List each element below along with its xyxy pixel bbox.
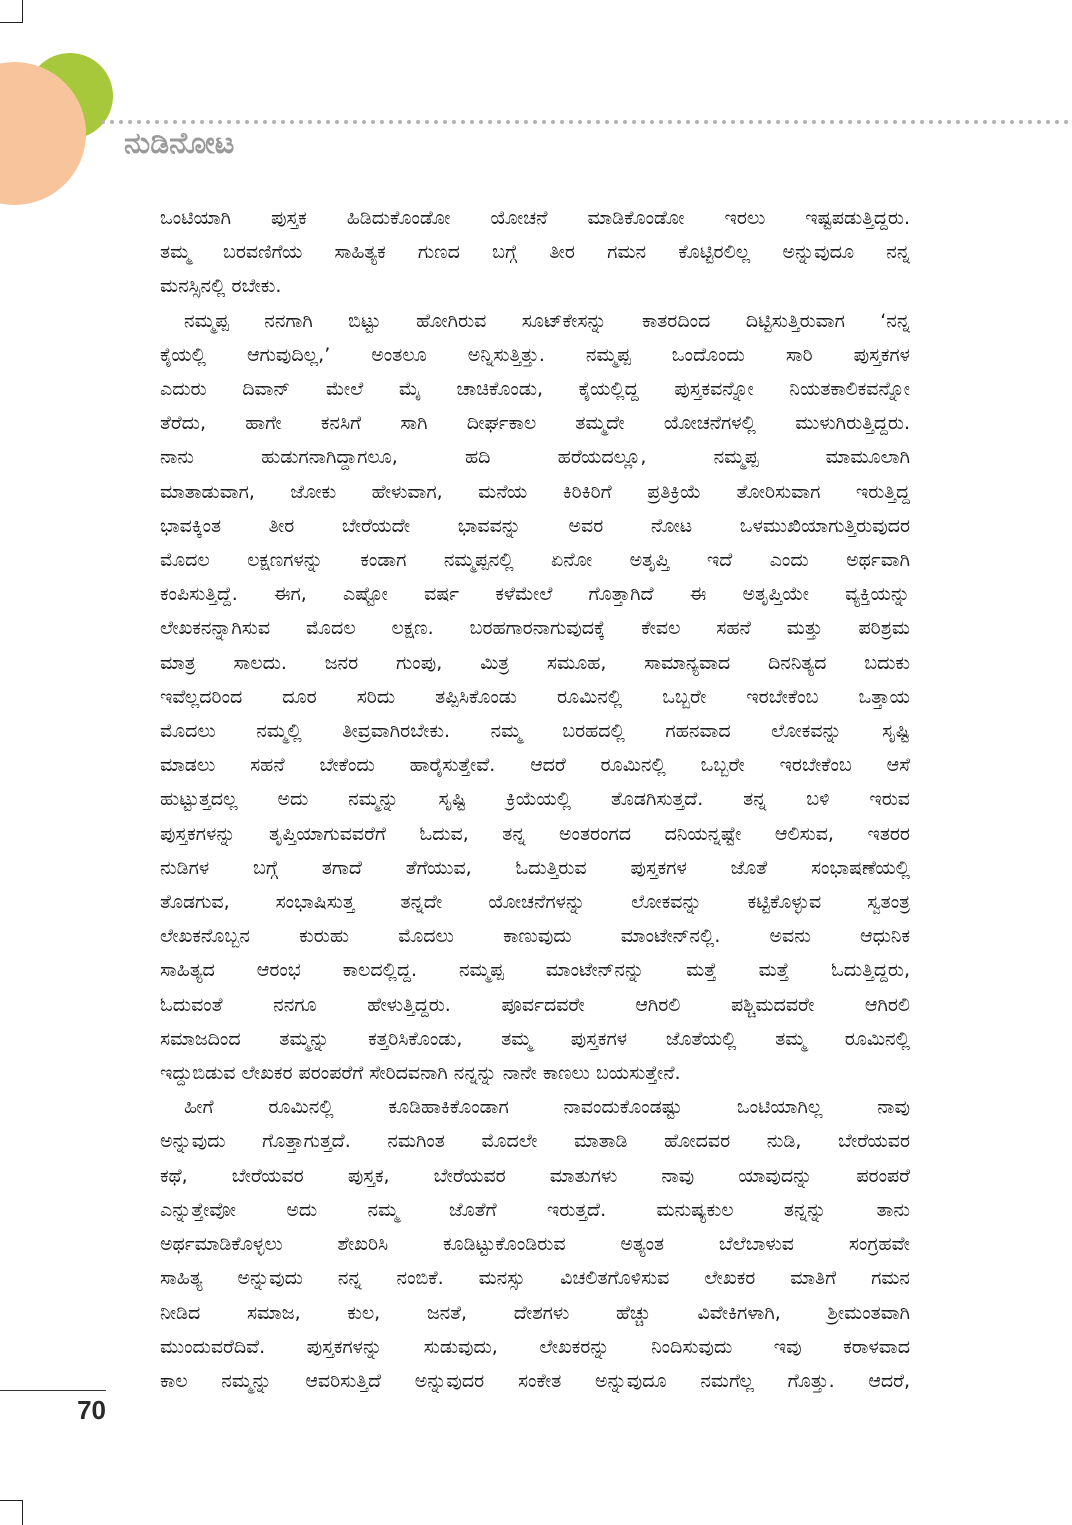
- text-line: ಹುಟ್ಟುತ್ತದಲ್ಲ ಅದು ನಮ್ಮನ್ನು ಸೃಷ್ಟಿ ಕ್ರಿಯೆಯಲ್ಲಿ ತೊಡಗಿಸುತ್ತದೆ. ತನ್ನ ಬಳಿ ಇರುವ: [160, 788, 910, 811]
- page-number-rule: [0, 1390, 106, 1391]
- text-line: ಇದ್ದುಬಿಡುವ ಲೇಖಕರ ಪರಂಪರೆಗೆ ಸೇರಿದವನಾಗಿ ನನ್ನನ್ನು ನಾನೇ ಕಾಣಲು ಬಯಸುತ್ತೇನೆ.: [160, 1062, 681, 1085]
- text-line: ಕೈಯಲ್ಲಿ ಆಗುವುದಿಲ್ಲ,’ ಅಂತಲೂ ಅನ್ನಿಸುತ್ತಿತ್ತು. ನಮ್ಮಪ್ಪ ಒಂದೊಂದು ಸಾರಿ ಪುಸ್ತಕಗಳ: [160, 343, 910, 366]
- text-line: ಎದುರು ದಿವಾನ್ ಮೇಲೆ ಮೈ ಚಾಚಿಕೊಂಡು, ಕೈಯಲ್ಲಿದ್ದ ಪುಸ್ತಕವನ್ನೋ ನಿಯತಕಾಲಿಕವನ್ನೋ: [160, 378, 910, 401]
- text-line: ನುಡಿಗಳ ಬಗ್ಗೆ ತಗಾದೆ ತೆಗೆಯುವ, ಓದುತ್ತಿರುವ ಪುಸ್ತಕಗಳ ಜೊತೆ ಸಂಭಾಷಣೆಯಲ್ಲಿ: [160, 856, 910, 879]
- text-line: ಸಾಹಿತ್ಯ ಅನ್ನುವುದು ನನ್ನ ನಂಬಿಕೆ. ಮನಸ್ಸು ವಿಚಲಿತಗೊಳಿಸುವ ಲೇಖಕರ ಮಾತಿಗೆ ಗಮನ: [160, 1267, 910, 1290]
- text-line: ಮನಸ್ಸಿನಲ್ಲಿ ರಬೇಕು.: [160, 275, 282, 298]
- text-line: ಲೇಖಕನೊಬ್ಬನ ಕುರುಹು ಮೊದಲು ಕಾಣುವುದು ಮಾಂಟೇನ್‌ನಲ್ಲಿ. ಅವನು ಆಧುನಿಕ: [160, 925, 910, 948]
- text-line: ಮಾಡಲು ಸಹನೆ ಬೇಕೆಂದು ಹಾರೈಸುತ್ತೇವೆ. ಆದರೆ ರೂಮಿನಲ್ಲಿ ಒಬ್ಬರೇ ಇರಬೇಕೆಂಬ ಆಸೆ: [160, 754, 910, 777]
- text-line: ನೀಡಿದ ಸಮಾಜ, ಕುಲ, ಜನತೆ, ದೇಶಗಳು ಹೆಚ್ಚು ವಿವೇಕಿಗಳಾಗಿ, ಶ್ರೀಮಂತವಾಗಿ: [160, 1301, 910, 1324]
- page-number: 70: [77, 1395, 106, 1425]
- text-line: ಇವೆಲ್ಲದರಿಂದ ದೂರ ಸರಿದು ತಪ್ಪಿಸಿಕೊಂಡು ರೂಮಿನಲ್ಲಿ ಒಬ್ಬರೇ ಇರಬೇಕೆಂಬ ಒತ್ತಾಯ: [160, 685, 910, 708]
- text-line: ಕಾಲ ನಮ್ಮನ್ನು ಆವರಿಸುತ್ತಿದೆ ಅನ್ನುವುದರ ಸಂಕೇತ ಅನ್ನುವುದೂ ನಮಗೆಲ್ಲ ಗೊತ್ತು. ಆದರೆ,: [160, 1369, 910, 1392]
- dotted-rule: [100, 119, 1072, 125]
- text-line: ಎನ್ನುತ್ತೇವೋ ಅದು ನಮ್ಮ ಜೊತೆಗೆ ಇರುತ್ತದೆ. ಮನುಷ್ಯಕುಲ ತನ್ನನ್ನು ತಾನು: [160, 1198, 910, 1221]
- text-line: ಮುಂದುವರೆದಿವೆ. ಪುಸ್ತಕಗಳನ್ನು ಸುಡುವುದು, ಲೇಖಕರನ್ನು ನಿಂದಿಸುವುದು ಇವು ಕರಾಳವಾದ: [160, 1335, 910, 1358]
- text-line: ಮೊದಲು ನಮ್ಮಲ್ಲಿ ತೀವ್ರವಾಗಿರಬೇಕು. ನಮ್ಮ ಬರಹದಲ್ಲಿ ಗಹನವಾದ ಲೋಕವನ್ನು ಸೃಷ್ಟಿ: [160, 720, 910, 743]
- text-line: ಓದುವಂತೆ ನನಗೂ ಹೇಳುತ್ತಿದ್ದರು. ಪೂರ್ವದವರೇ ಆಗಿರಲಿ ಪಶ್ಚಿಮದವರೇ ಆಗಿರಲಿ: [160, 993, 910, 1016]
- paragraph: [160, 201, 910, 304]
- text-line: ಅನ್ನುವುದು ಗೊತ್ತಾಗುತ್ತದೆ. ನಮಗಿಂತ ಮೊದಲೇ ಮಾತಾಡಿ ಹೋದವರ ನುಡಿ, ಬೇರೆಯವರ: [160, 1130, 910, 1153]
- text-line: ಸಮಾಜದಿಂದ ತಮ್ಮನ್ನು ಕತ್ತರಿಸಿಕೊಂಡು, ತಮ್ಮ ಪುಸ್ತಕಗಳ ಜೊತೆಯಲ್ಲಿ ತಮ್ಮ ರೂಮಿನಲ್ಲಿ: [160, 1027, 910, 1050]
- text-line: ಅರ್ಥಮಾಡಿಕೊಳ್ಳಲು ಶೇಖರಿಸಿ ಕೂಡಿಟ್ಟುಕೊಂಡಿರುವ ಅತ್ಯಂತ ಬೆಲೆಬಾಳುವ ಸಂಗ್ರಹವೇ: [160, 1233, 910, 1256]
- text-line: ಮಾತ್ರ ಸಾಲದು. ಜನರ ಗುಂಪು, ಮಿತ್ರ ಸಮೂಹ, ಸಾಮಾನ್ಯವಾದ ದಿನನಿತ್ಯದ ಬದುಕು: [160, 651, 910, 674]
- text-line: ನಾನು ಹುಡುಗನಾಗಿದ್ದಾಗಲೂ, ಹದಿ ಹರೆಯದಲ್ಲೂ, ನಮ್ಮಪ್ಪ ಮಾಮೂಲಾಗಿ: [160, 446, 910, 469]
- text-line: ತಮ್ಮ ಬರವಣಿಗೆಯ ಸಾಹಿತ್ಯಕ ಗುಣದ ಬಗ್ಗೆ ತೀರ ಗಮನ ಕೊಟ್ಟಿರಲಿಲ್ಲ ಅನ್ನುವುದೂ ನನ್ನ: [160, 241, 910, 264]
- text-line: ಕಂಪಿಸುತ್ತಿದ್ದೆ. ಈಗ, ಎಷ್ಟೋ ವರ್ಷ ಕಳೆಮೇಲೆ ಗೊತ್ತಾಗಿದೆ ಈ ಅತೃಪ್ತಿಯೇ ವ್ಯಕ್ತಿಯನ್ನು: [160, 583, 910, 606]
- text-line: ಪುಸ್ತಕಗಳನ್ನು ತೃಪ್ತಿಯಾಗುವವರೆಗೆ ಓದುವ, ತನ್ನ ಅಂತರಂಗದ ದನಿಯನ್ನಷ್ಟೇ ಆಲಿಸುವ, ಇತರರ: [160, 822, 910, 845]
- paragraph: [160, 1090, 910, 1398]
- text-line: ಒಂಟಿಯಾಗಿ ಪುಸ್ತಕ ಹಿಡಿದುಕೊಂಡೋ ಯೋಚನೆ ಮಾಡಿಕೊಂಡೋ ಇರಲು ಇಷ್ಟಪಡುತ್ತಿದ್ದರು.: [160, 207, 910, 229]
- text-line: ಭಾವಕ್ಕಿಂತ ತೀರ ಬೇರೆಯದೇ ಭಾವವನ್ನು ಅವರ ನೋಟ ಒಳಮುಖಿಯಾಗುತ್ತಿರುವುದರ: [160, 514, 910, 537]
- text-line: ಲೇಖಕನನ್ನಾಗಿಸುವ ಮೊದಲ ಲಕ್ಷಣ. ಬರಹಗಾರನಾಗುವುದಕ್ಕೆ ಕೇವಲ ಸಹನೆ ಮತ್ತು ಪರಿಶ್ರಮ: [160, 617, 910, 640]
- text-line: ಸಾಹಿತ್ಯದ ಆರಂಭ ಕಾಲದಲ್ಲಿದ್ದ. ನಮ್ಮಪ್ಪ ಮಾಂಟೇನ್‌ನನ್ನು ಮತ್ತೆ ಮತ್ತೆ ಓದುತ್ತಿದ್ದರು,: [160, 959, 910, 982]
- text-line: ತೊಡಗುವ, ಸಂಭಾಷಿಸುತ್ತ ತನ್ನದೇ ಯೋಚನೆಗಳನ್ನು ಲೋಕವನ್ನು ಕಟ್ಟಿಕೊಳ್ಳುವ ಸ್ವತಂತ್ರ: [160, 891, 910, 914]
- crop-mark-top-left: [22, 0, 23, 22]
- text-line: ಮಾತಾಡುವಾಗ, ಜೋಕು ಹೇಳುವಾಗ, ಮನೆಯ ಕಿರಿಕಿರಿಗೆ ಪ್ರತಿಕ್ರಿಯೆ ತೋರಿಸುವಾಗ ಇರುತ್ತಿದ್ದ: [160, 480, 910, 503]
- paragraph: [160, 304, 910, 1091]
- crop-mark-top-left: [0, 22, 23, 23]
- text-line: ತೆರೆದು, ಹಾಗೇ ಕನಸಿಗೆ ಸಾಗಿ ದೀರ್ಘಕಾಲ ತಮ್ಮದೇ ಯೋಚನೆಗಳಲ್ಲಿ ಮುಳುಗಿರುತ್ತಿದ್ದರು.: [160, 412, 910, 435]
- text-line: ಮೊದಲ ಲಕ್ಷಣಗಳನ್ನು ಕಂಡಾಗ ನಮ್ಮಪ್ಪನಲ್ಲಿ ಏನೋ ಅತೃಪ್ತಿ ಇದೆ ಎಂದು ಅರ್ಥವಾಗಿ: [160, 549, 910, 572]
- crop-mark-bottom-left: [22, 1500, 23, 1525]
- body-text: [160, 201, 910, 1398]
- text-line: ಹೀಗೆ ರೂಮಿನಲ್ಲಿ ಕೂಡಿಹಾಕಿಕೊಂಡಾಗ ನಾವಂದುಕೊಂಡಷ್ಟು ಒಂಟಿಯಾಗಿಲ್ಲ ನಾವು: [184, 1096, 910, 1119]
- section-title: ನುಡಿನೋಟ: [124, 126, 235, 161]
- text-line: ಕಥೆ, ಬೇರೆಯವರ ಪುಸ್ತಕ, ಬೇರೆಯವರ ಮಾತುಗಳು ನಾವು ಯಾವುದನ್ನು ಪರಂಪರೆ: [160, 1164, 910, 1187]
- text-line: ನಮ್ಮಪ್ಪ ನನಗಾಗಿ ಬಿಟ್ಟು ಹೋಗಿರುವ ಸೂಟ್‌ಕೇಸನ್ನು ಕಾತರದಿಂದ ದಿಟ್ಟಿಸುತ್ತಿರುವಾಗ ‘ನನ್ನ: [184, 309, 910, 332]
- crop-mark-bottom-left: [0, 1500, 23, 1501]
